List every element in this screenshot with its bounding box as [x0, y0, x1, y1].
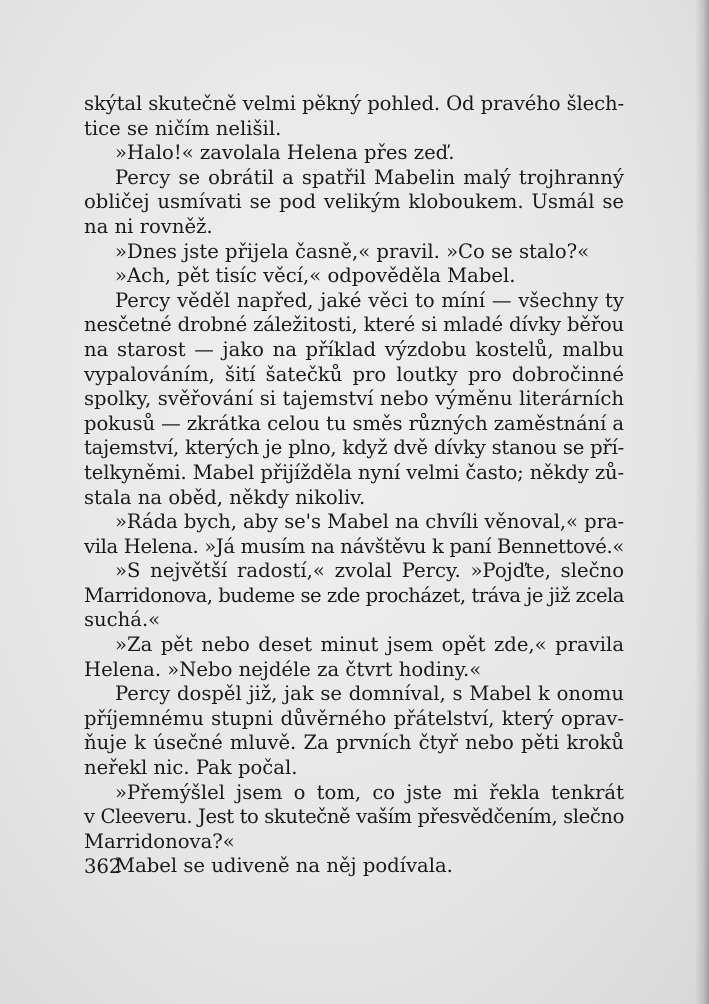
text-line: neřekl nic. Pak počal. [84, 756, 298, 780]
text-line: Percy věděl napřed, jaké věci to míní — všechny ty [115, 288, 624, 312]
text-line: »Ráda bych, aby se's Mabel na chvíli věnoval,« pra- [115, 510, 624, 534]
text-line: suchá.« [84, 608, 161, 632]
text-line: tajemství, kterých je plno, když dvě dívky stanou se pří- [84, 436, 625, 460]
text-line: v Cleeveru. Jest to skutečně vaším přesvědčením, slečno [84, 805, 624, 829]
text-line: »Přemýšlel jsem o tom, co jste mi řekla tenkrát [115, 780, 624, 804]
text-line: Percy dospěl již, jak se domníval, s Mabel k onomu [115, 682, 624, 706]
text-line: pokusů — zkrátka celou tu směs různých zaměstnání a [84, 411, 625, 435]
text-line: příjemnému stupni důvěrného přátelství, který oprav- [84, 706, 624, 730]
text-line: vila Helena. »Já musím na návštěvu k paní Bennettové.« [84, 534, 624, 558]
page-number: 362 [84, 855, 122, 878]
text-line: tice se ničím nelišil. [84, 116, 282, 140]
text-line: na starost — jako na příklad výzdobu kostelů, malbu [84, 337, 624, 361]
text-line: Marridonova?« [84, 829, 235, 853]
text-line: spolky, svěřování si tajemství nebo výměnu literárních [84, 387, 624, 411]
text-line: nesčetné drobné záležitosti, které si mladé dívky běřou [84, 313, 625, 337]
text-line: Marridonova, budeme se zde procházet, tráva je již zcela [84, 583, 624, 607]
text-line: Helena. »Nebo nejdéle za čtvrt hodiny.« [84, 657, 482, 681]
text-line: »Ach, pět tisíc věcí,« odpověděla Mabel. [115, 264, 516, 288]
text-line: »S největší radostí,« zvolal Percy. »Pojďte, slečno [115, 559, 624, 583]
text-line: Percy se obrátil a spatřil Mabelin malý trojhranný [115, 165, 624, 189]
page-edge-shadow [695, 0, 709, 1004]
text-line: »Dnes jste přijela časně,« pravil. »Co se stalo?« [115, 239, 590, 263]
body-text [84, 92, 624, 879]
text-line: skýtal skutečně velmi pěkný pohled. Od pravého šlech- [84, 92, 625, 115]
text-line: stala na oběd, někdy nikoliv. [84, 485, 366, 509]
text-line: vypalováním, šití šatečků pro loutky pro dobročinné [84, 362, 624, 386]
text-line: obličej usmívati se pod velikým kloboukem. Usmál se [84, 190, 624, 214]
text-line: ňuje k úsečné mluvě. Za prvních čtyř nebo pěti kroků [84, 731, 624, 755]
text-line: telkyněmi. Mabel přijížděla nyní velmi často; někdy zů- [84, 460, 624, 484]
text-line: na ni rovněž. [84, 214, 213, 238]
text-line: »Za pět nebo deset minut jsem opět zde,« pravila [115, 633, 624, 657]
text-line: »Halo!« zavolala Helena přes zeď. [115, 141, 455, 165]
text-line: Mabel se udiveně na něj podívala. [115, 854, 453, 878]
